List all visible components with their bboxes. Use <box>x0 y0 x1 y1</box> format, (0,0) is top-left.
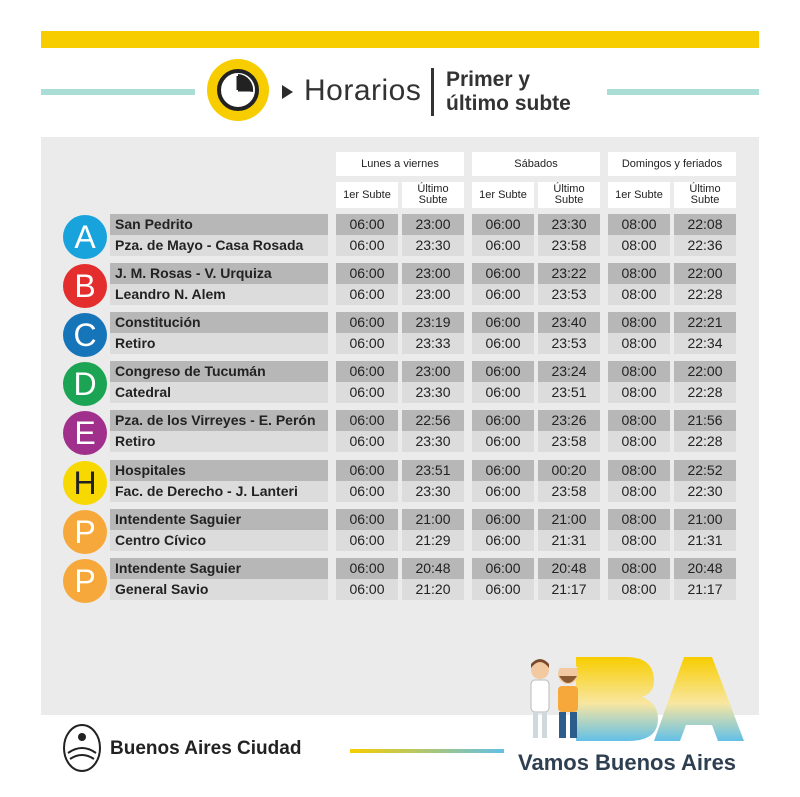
first-train-time: 08:00 <box>608 460 670 481</box>
first-train-time: 06:00 <box>472 579 534 600</box>
first-train-time: 06:00 <box>336 284 398 305</box>
play-arrow-icon <box>282 85 293 99</box>
line-badge-p: P <box>63 559 107 603</box>
last-train-time: 21:00 <box>538 509 600 530</box>
last-train-time: 20:48 <box>538 558 600 579</box>
line-badge-c: C <box>63 313 107 357</box>
first-train-time: 08:00 <box>608 235 670 256</box>
last-train-time: 23:30 <box>402 431 464 452</box>
first-train-time: 06:00 <box>472 382 534 403</box>
people-illustration <box>526 656 586 744</box>
last-train-time: 22:52 <box>674 460 736 481</box>
station-name: Retiro <box>110 333 328 354</box>
station-name: Congreso de Tucumán <box>110 361 328 382</box>
line-badge-a: A <box>63 215 107 259</box>
first-train-time: 08:00 <box>608 312 670 333</box>
station-name: San Pedrito <box>110 214 328 235</box>
last-train-time: 00:20 <box>538 460 600 481</box>
last-train-time: 23:00 <box>402 214 464 235</box>
station-name: General Savio <box>110 579 328 600</box>
line-badge-b: B <box>63 264 107 308</box>
last-train-time: 23:58 <box>538 481 600 502</box>
last-train-time: 23:24 <box>538 361 600 382</box>
last-train-time: 22:00 <box>674 361 736 382</box>
first-train-time: 06:00 <box>336 333 398 354</box>
first-train-time: 06:00 <box>336 410 398 431</box>
last-train-time: 22:08 <box>674 214 736 235</box>
station-name: Retiro <box>110 431 328 452</box>
station-name: Intendente Saguier <box>110 509 328 530</box>
first-train-time: 08:00 <box>608 284 670 305</box>
first-train-time: 08:00 <box>608 410 670 431</box>
first-train-time: 06:00 <box>472 312 534 333</box>
first-train-time: 06:00 <box>336 312 398 333</box>
slogan: Vamos Buenos Aires <box>518 750 737 775</box>
first-train-time: 06:00 <box>336 579 398 600</box>
first-train-time: 06:00 <box>336 558 398 579</box>
last-train-time: 22:36 <box>674 235 736 256</box>
last-train-time: 23:51 <box>538 382 600 403</box>
first-train-time: 06:00 <box>336 361 398 382</box>
first-train-time: 06:00 <box>472 431 534 452</box>
first-train-time: 08:00 <box>608 382 670 403</box>
last-train-header <box>674 182 736 208</box>
last-train-header-line-1: Último <box>689 183 721 195</box>
column-group-header: Domingos y feriados <box>608 152 736 176</box>
page-title: Horarios <box>304 74 422 107</box>
last-train-header-line-2: Subte <box>554 194 584 206</box>
first-train-time: 06:00 <box>336 382 398 403</box>
station-name: Pza. de los Virreyes - E. Perón <box>110 410 328 431</box>
top-accent-bar <box>41 31 759 48</box>
first-train-time: 08:00 <box>608 579 670 600</box>
first-train-time: 08:00 <box>608 558 670 579</box>
station-name: Fac. de Derecho - J. Lanteri <box>110 481 328 502</box>
last-train-time: 23:58 <box>538 235 600 256</box>
last-train-time: 21:17 <box>538 579 600 600</box>
last-train-time: 23:26 <box>538 410 600 431</box>
first-train-time: 06:00 <box>336 431 398 452</box>
first-train-time: 06:00 <box>472 235 534 256</box>
last-train-time: 23:00 <box>402 361 464 382</box>
first-train-time: 06:00 <box>472 361 534 382</box>
first-train-time: 06:00 <box>336 214 398 235</box>
station-name: J. M. Rosas - V. Urquiza <box>110 263 328 284</box>
city-name: Buenos Aires Ciudad <box>110 738 302 759</box>
column-group-header: Sábados <box>472 152 600 176</box>
first-train-time: 08:00 <box>608 431 670 452</box>
last-train-time: 22:21 <box>674 312 736 333</box>
line-badge-d: D <box>63 362 107 406</box>
first-train-time: 06:00 <box>472 410 534 431</box>
line-badge-e: E <box>63 411 107 455</box>
last-train-time: 23:00 <box>402 284 464 305</box>
last-train-header-line-2: Subte <box>690 194 720 206</box>
last-train-time: 23:30 <box>402 235 464 256</box>
clock-icon <box>207 59 269 121</box>
footer-gradient-line <box>350 749 504 753</box>
first-train-time: 06:00 <box>336 509 398 530</box>
station-name: Intendente Saguier <box>110 558 328 579</box>
first-train-time: 06:00 <box>472 263 534 284</box>
first-train-time: 06:00 <box>336 530 398 551</box>
station-name: Hospitales <box>110 460 328 481</box>
first-train-time: 06:00 <box>336 460 398 481</box>
last-train-time: 23:33 <box>402 333 464 354</box>
first-train-time: 06:00 <box>472 214 534 235</box>
last-train-time: 21:20 <box>402 579 464 600</box>
station-name: Pza. de Mayo - Casa Rosada <box>110 235 328 256</box>
last-train-time: 23:51 <box>402 460 464 481</box>
first-train-time: 06:00 <box>336 235 398 256</box>
first-train-time: 06:00 <box>472 530 534 551</box>
column-group-header: Lunes a viernes <box>336 152 464 176</box>
last-train-time: 21:31 <box>674 530 736 551</box>
last-train-time: 22:34 <box>674 333 736 354</box>
last-train-time: 22:28 <box>674 382 736 403</box>
station-name: Catedral <box>110 382 328 403</box>
last-train-time: 23:30 <box>402 481 464 502</box>
first-train-time: 08:00 <box>608 214 670 235</box>
city-seal-icon <box>62 723 102 773</box>
first-train-time: 08:00 <box>608 263 670 284</box>
last-train-header-line-2: Subte <box>418 194 448 206</box>
last-train-time: 21:00 <box>402 509 464 530</box>
subtitle-line-2: último subte <box>446 92 571 115</box>
last-train-time: 23:22 <box>538 263 600 284</box>
last-train-header-line-1: Último <box>417 183 449 195</box>
last-train-time: 23:30 <box>402 382 464 403</box>
last-train-time: 23:58 <box>538 431 600 452</box>
last-train-time: 23:53 <box>538 284 600 305</box>
station-name: Centro Cívico <box>110 530 328 551</box>
subtitle-line-1: Primer y <box>446 68 531 91</box>
first-train-time: 06:00 <box>472 333 534 354</box>
last-train-time: 22:30 <box>674 481 736 502</box>
station-name: Constitución <box>110 312 328 333</box>
last-train-time: 23:53 <box>538 333 600 354</box>
first-train-time: 08:00 <box>608 361 670 382</box>
station-name: Leandro N. Alem <box>110 284 328 305</box>
title-divider <box>431 68 434 116</box>
last-train-time: 20:48 <box>674 558 736 579</box>
first-train-time: 08:00 <box>608 509 670 530</box>
ba-logo <box>566 645 746 745</box>
first-train-time: 06:00 <box>472 284 534 305</box>
first-train-time: 08:00 <box>608 333 670 354</box>
last-train-time: 22:56 <box>402 410 464 431</box>
first-train-time: 06:00 <box>336 481 398 502</box>
first-train-time: 06:00 <box>472 481 534 502</box>
last-train-header-line-1: Último <box>553 183 585 195</box>
first-train-time: 08:00 <box>608 530 670 551</box>
right-teal-line <box>607 89 759 95</box>
first-train-time: 08:00 <box>608 481 670 502</box>
last-train-header <box>538 182 600 208</box>
last-train-time: 21:29 <box>402 530 464 551</box>
left-teal-line <box>41 89 195 95</box>
page-subtitle <box>446 68 571 116</box>
first-train-time: 06:00 <box>472 509 534 530</box>
first-train-time: 06:00 <box>472 558 534 579</box>
first-train-header: 1er Subte <box>336 182 398 208</box>
line-badge-p: P <box>63 510 107 554</box>
last-train-time: 22:28 <box>674 431 736 452</box>
last-train-time: 22:28 <box>674 284 736 305</box>
last-train-time: 20:48 <box>402 558 464 579</box>
last-train-time: 23:00 <box>402 263 464 284</box>
last-train-time: 21:00 <box>674 509 736 530</box>
last-train-time: 21:31 <box>538 530 600 551</box>
first-train-time: 06:00 <box>336 263 398 284</box>
first-train-header: 1er Subte <box>472 182 534 208</box>
first-train-header: 1er Subte <box>608 182 670 208</box>
last-train-time: 23:40 <box>538 312 600 333</box>
last-train-time: 22:00 <box>674 263 736 284</box>
last-train-header <box>402 182 464 208</box>
last-train-time: 23:30 <box>538 214 600 235</box>
last-train-time: 23:19 <box>402 312 464 333</box>
last-train-time: 21:56 <box>674 410 736 431</box>
line-badge-h: H <box>63 461 107 505</box>
last-train-time: 21:17 <box>674 579 736 600</box>
first-train-time: 06:00 <box>472 460 534 481</box>
